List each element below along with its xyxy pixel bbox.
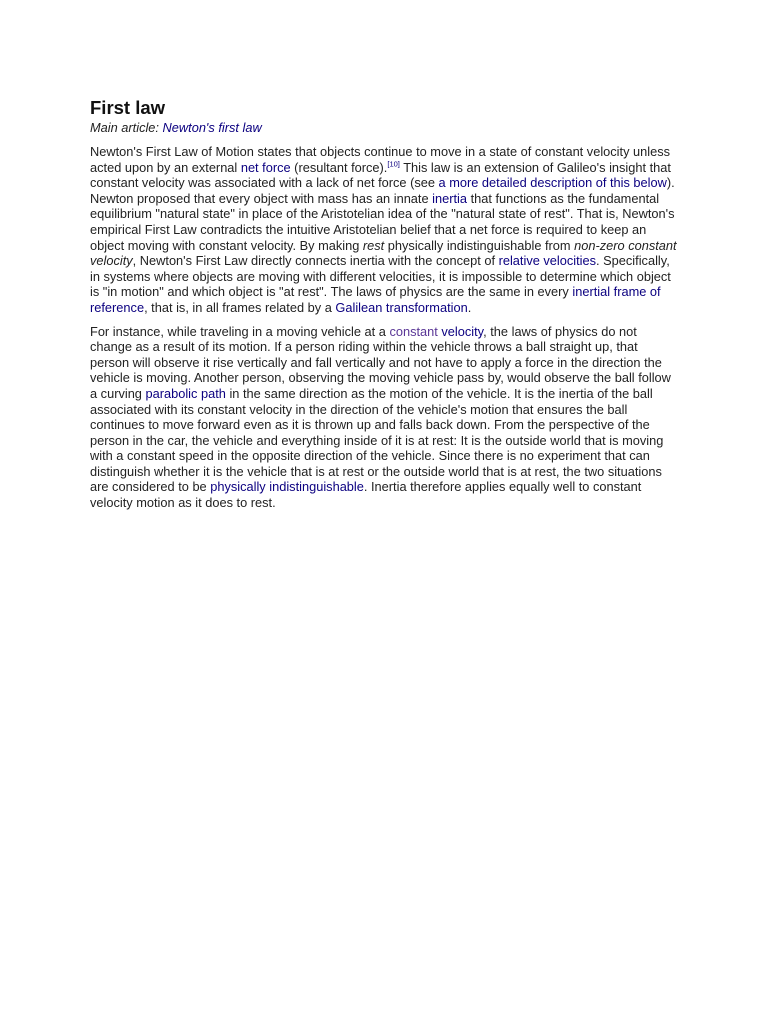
link-net-force[interactable]: net force [240,159,291,175]
emphasis-rest: rest [362,237,385,253]
link-velocity[interactable]: velocity [441,323,484,339]
link-detailed-description[interactable]: a more detailed description of this below [438,175,667,191]
link-inertia[interactable]: inertia [432,190,468,206]
hatnote [90,119,680,136]
text-segment: . Specifically, in systems where objects are moving with different velocities, it is impossible to determine which object is "in motion" and which object is "at rest". The laws of physics are the same in every [90,253,671,300]
text-segment: For instance, while traveling in a moving vehicle at a [90,323,390,339]
link-inertial-frame-of-reference[interactable]: inertial frame of reference [90,284,661,315]
link-relative-velocities[interactable]: relative velocities [498,253,597,269]
text-segment: (resultant force). [290,159,388,175]
link-physically-indistinguishable[interactable]: physically indistinguishable [210,479,364,495]
text-segment: , Newton's First Law directly connects inertia with the concept of [132,253,499,269]
text-segment: Newton's First Law of Motion states that objects continue to move in a state of constant velocity unless acted upon by an external [90,144,671,175]
link-galilean-transformation[interactable]: Galilean transformation [335,299,468,315]
section-title: First law [90,97,166,118]
text-segment: This law is an extension of Galileo's insight that constant velocity was associated with a lack of net force (see [90,159,671,191]
hatnote-prefix: Main article: [90,120,163,135]
text-segment: , that is, in all frames related by a [144,299,336,315]
citation-10[interactable]: [10] [387,159,400,169]
link-newtons-first-law[interactable]: Newton's first law [162,120,262,135]
text-segment: that functions as the fundamental equilibrium "natural state" in place of the Aristotelian idea of the "natural state of rest". That is, Newton's empirical First Law contradicts the intuitive Aristotelian belief that a net force is required to keep an object moving with constant velocity. By making [90,190,675,253]
text-segment: . [467,299,472,315]
paragraph-2 [90,324,680,511]
link-constant[interactable]: constant [389,323,438,339]
article-section [90,97,680,519]
text-segment: , the laws of physics do not change as a result of its motion. If a person riding within the vehicle throws a ball straight up, that person will observe it rise vertically and fall vertically and not have to apply a force in the direction the vehicle is moving. Another person, observing the moving vehicle pass by, would observe the ball follow a curving [90,323,671,401]
text-segment: . Inertia therefore applies equally well to constant velocity motion as it does to rest. [90,479,642,511]
link-parabolic-path[interactable]: parabolic path [145,385,226,401]
text-segment: ). Newton proposed that every object with mass has an innate [90,175,675,206]
paragraph-1 [90,144,680,316]
emphasis-non-zero-constant-velocity: non-zero constant velocity [90,237,677,269]
text-segment: physically indistinguishable from [384,237,575,253]
text-segment: in the same direction as the motion of the vehicle. It is the inertia of the ball associated with its constant velocity in the direction of the vehicle's motion that ensures the ball continues to move forward even as it is thrown up and falls back down. From the perspective of the person in the car, the vehicle and everything inside of it is at rest: It is the outside world that is moving with a constant speed in the opposite direction of the vehicle. Since there is no experiment that can distinguish whether it is the vehicle that is at rest or the outside world that is at rest, the two situations are considered to be [90,385,664,495]
